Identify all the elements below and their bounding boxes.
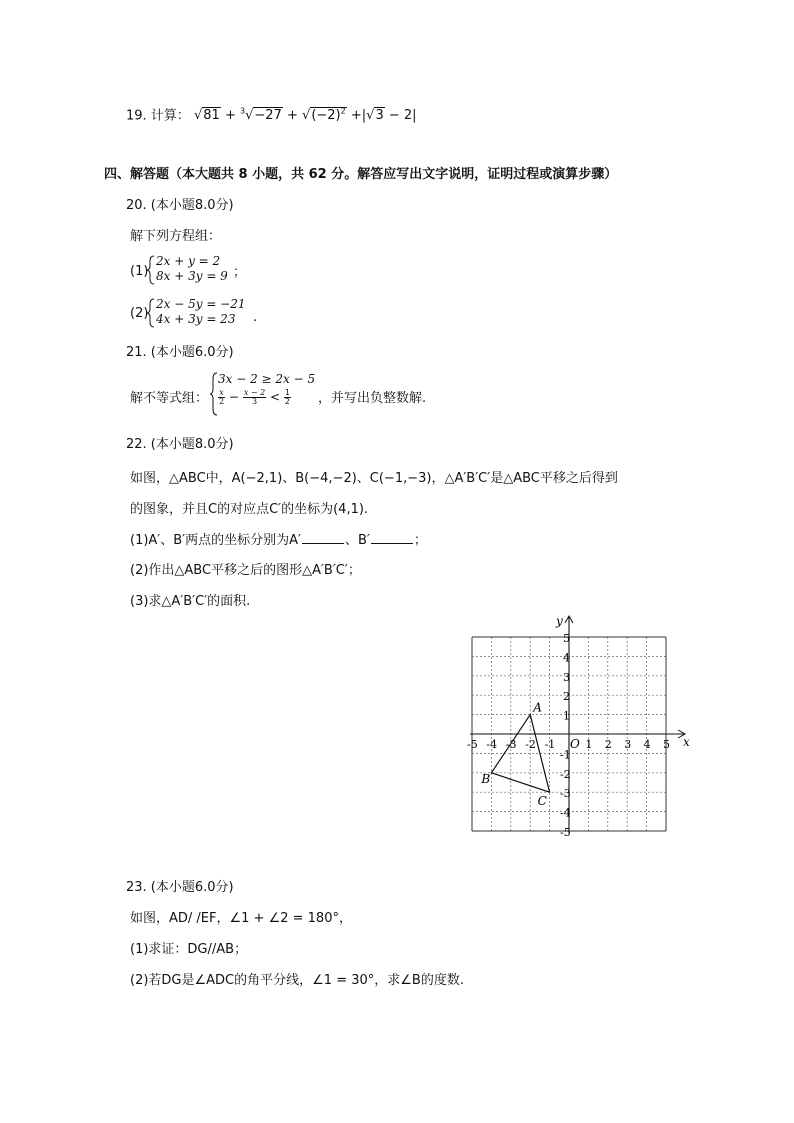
q22-line1: 如图，△ABC中，A(−2,1)、B(−4,−2)、C(−1,−3)，△A′B′C′是△ABC平移之后得到 xyxy=(130,471,618,486)
q23-part1: (1)求证：DG//AB； xyxy=(130,942,248,957)
q21-prompt: 解不等式组： xyxy=(130,391,209,406)
x-tick-label: -4 xyxy=(486,738,498,751)
point-label-a: A xyxy=(533,700,542,715)
q19-expression: $√81 + ^3√-27 + √(-2)^2 +|√3 - 2|$ xyxy=(193,107,417,124)
q19-sqrt-square: $(-2)^2$ xyxy=(311,107,346,124)
q20-part1-end: ； xyxy=(233,265,247,280)
x-axis-label: x xyxy=(683,735,690,749)
q20-part2-brace xyxy=(147,298,155,328)
q20-part2-eq1: 2x − 5y = −21 xyxy=(156,297,246,311)
x-tick-label: -3 xyxy=(505,738,517,751)
coordinate-graph xyxy=(462,612,698,850)
y-axis-label: y xyxy=(556,614,563,628)
x-tick-label: 3 xyxy=(624,738,632,751)
y-tick-label: -3 xyxy=(560,787,571,801)
y-tick-label: 1 xyxy=(563,709,570,723)
y-tick-label: -5 xyxy=(560,826,571,839)
y-tick-label: 3 xyxy=(563,670,570,684)
q22-part3: (3)求△A′B′C′的面积. xyxy=(130,594,251,609)
q22-line2: 的图象，并且C的对应点C′的坐标为(4,1). xyxy=(130,502,369,517)
x-tick-label: -2 xyxy=(525,738,536,751)
q19-sqrt-81: 81 xyxy=(203,108,220,124)
q21-frac-1-over-2: $\frac{1}{2}$ xyxy=(284,388,291,406)
x-tick-label: 5 xyxy=(663,738,670,751)
q21-inequality1: 3x − 2 ≥ 2x − 5 xyxy=(218,372,316,386)
x-tick-label: 2 xyxy=(604,738,612,751)
q22-part2: (2)作出△ABC平移之后的图形△A′B′C′； xyxy=(130,563,361,578)
q20-part1-label: (1) xyxy=(130,264,149,279)
x-tick-label: 4 xyxy=(643,738,651,751)
q20-part2-end: . xyxy=(253,310,258,325)
q21-frac-x-over-2: $\frac{x}{2}$ xyxy=(219,388,225,406)
point-label-c: C xyxy=(537,794,547,809)
y-tick-label: 2 xyxy=(563,690,570,704)
q23-line1: 如图，AD/ /EF，∠1 + ∠2 = 180°， xyxy=(130,911,352,926)
y-tick-label: -1 xyxy=(560,748,571,762)
origin-label: O xyxy=(570,737,580,751)
section4-title: 四、解答题（本大题共 8 小题，共 62 分。解答应写出文字说明，证明过程或演算步骤） xyxy=(104,167,618,182)
q20-part1-eq1: 2x + y = 2 xyxy=(156,254,221,268)
q21-inequality2: $\frac{x}{2}$ − $\frac{x - 2}{3}$ < $\frac{1}{2}$ xyxy=(219,388,291,406)
q21-header: 21. (本小题6.0分) xyxy=(126,345,234,360)
q23-header: 23. (本小题6.0分) xyxy=(126,880,234,895)
q22-part1: (1)A′、B′两点的坐标分别为A′ 、B′ ； xyxy=(130,533,427,548)
q23-part2: (2)若DG是∠ADC的角平分线，∠1 = 30°，求∠B的度数. xyxy=(130,973,464,988)
q21-frac-xminus2-over-3: $\frac{x - 2}{3}$ xyxy=(243,388,266,406)
q19-cbrt-arg: −27 xyxy=(254,108,282,124)
q21-tail: ，并写出负整数解. xyxy=(318,391,427,406)
q19-number: 19. xyxy=(126,108,147,124)
answer-blank-b-prime[interactable] xyxy=(371,532,413,544)
q20-part2-label: (2) xyxy=(130,306,149,321)
y-tick-label: 5 xyxy=(563,632,570,645)
q22-header: 22. (本小题8.0分) xyxy=(126,437,234,452)
answer-blank-a-prime[interactable] xyxy=(302,532,344,544)
q19-label: 计算： xyxy=(150,108,190,124)
q20-part1-brace xyxy=(147,255,155,285)
q20-part1-eq2: 8x + 3y = 9 xyxy=(156,269,228,283)
q19-cbrt-index: 3 xyxy=(240,107,246,116)
x-tick-label: -5 xyxy=(467,738,478,751)
x-tick-label: 1 xyxy=(585,738,593,751)
q20-header: 20. (本小题8.0分) xyxy=(126,198,234,213)
y-tick-label: -2 xyxy=(560,767,571,781)
q19-abs-sqrt3: 3 xyxy=(375,108,384,124)
q19-line xyxy=(126,104,417,124)
point-label-b: B xyxy=(481,771,491,786)
y-tick-label: 4 xyxy=(563,651,570,665)
q20-part2-eq2: 4x + 3y = 23 xyxy=(156,312,236,326)
q21-brace xyxy=(210,372,218,416)
x-tick-label: -1 xyxy=(544,738,556,751)
q20-prompt: 解下列方程组： xyxy=(130,229,222,244)
y-tick-label: -4 xyxy=(560,806,571,820)
